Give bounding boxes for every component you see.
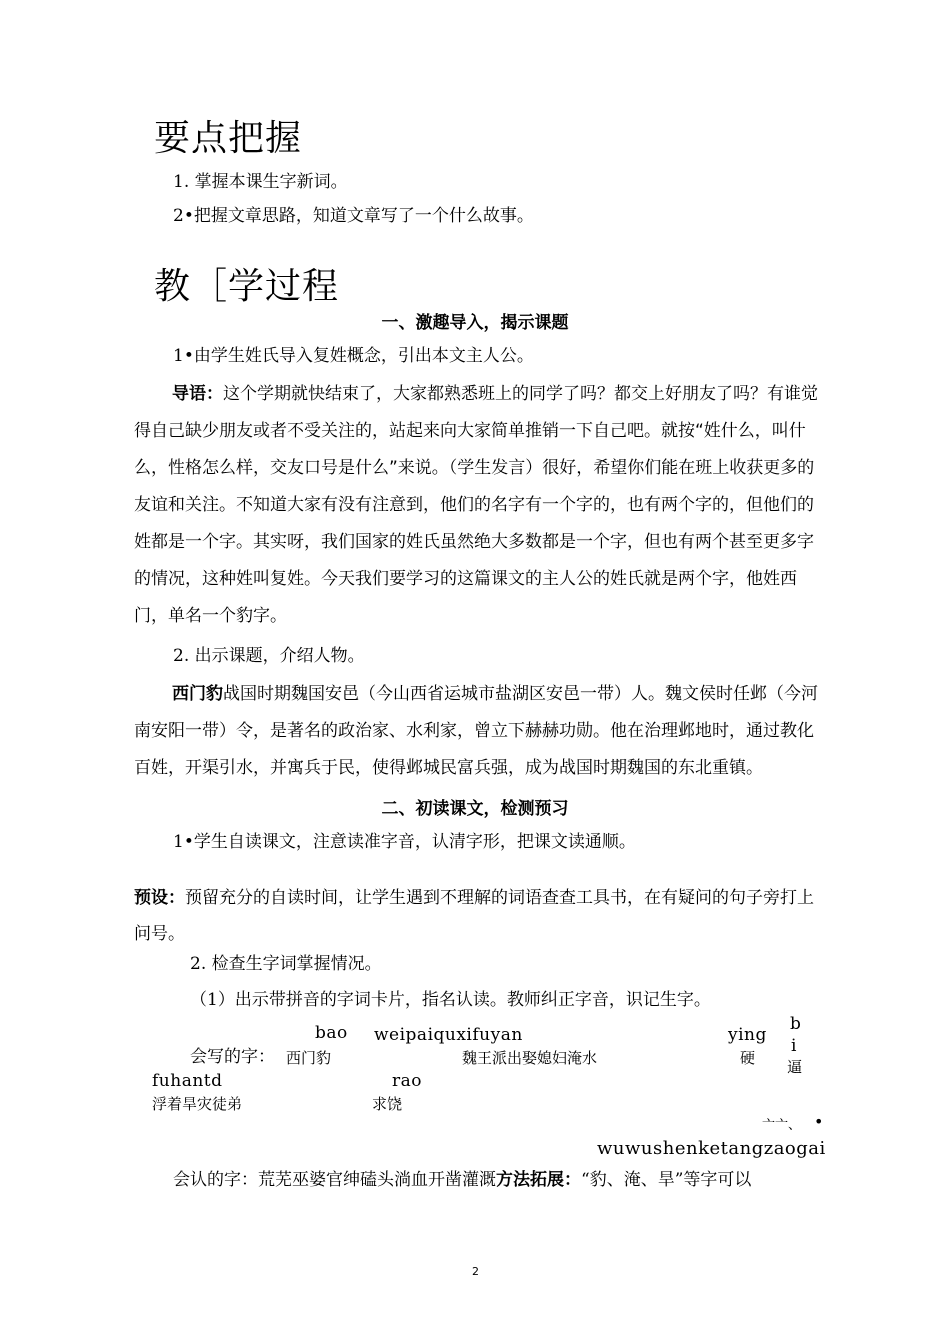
page-number: 2 bbox=[472, 1265, 479, 1278]
pinyin-bi-3-clip bbox=[787, 1058, 807, 1076]
read-label: 会认的字： bbox=[173, 1170, 258, 1190]
key-point-item-1: 1. 掌握本课生字新词。 bbox=[173, 172, 348, 192]
write-chars-5: 求饶 bbox=[372, 1095, 403, 1113]
process-heading: 教［学过程 bbox=[154, 266, 340, 307]
write-chars-1: 西门豹 bbox=[286, 1049, 332, 1067]
write-label: 会写的字： bbox=[190, 1047, 275, 1067]
pinyin-bi-1: b bbox=[790, 1014, 802, 1034]
read-row bbox=[173, 1168, 751, 1192]
s2-item-2: 2. 检查生字词掌握情况。 bbox=[190, 954, 382, 974]
preset-paragraph bbox=[134, 880, 824, 952]
ximenbao-paragraph bbox=[134, 676, 824, 787]
pinyin-long: wuwushenketangzaogai bbox=[597, 1138, 826, 1159]
intro-text: 这个学期就快结束了，大家都熟悉班上的同学了吗？都交上好朋友了吗？有谁觉得自己缺少朋友或者不受关注的，站起来向大家简单推销一下自己吧。就按“姓什么，叫什么，性格怎么样，交友口号是什么”来说。（学生发言）很好，希望你们能在班上收获更多的友谊和关注。不知道大家有没有注意到，他们的名字有一个字的，也有两个字的，但他们的姓都是一个字。其实呀，我们国家的姓氏虽然绝大多数都是一个字，但也有两个甚至更多字的情况，这种姓叫复姓。今天我们要学习的这篇课文的主人公的姓氏就是两个字，他姓西门，单名一个豹字。 bbox=[134, 384, 818, 626]
section-title-1: 一、激趣导入，揭示课题 bbox=[381, 313, 569, 333]
fragment-dot: • bbox=[814, 1112, 824, 1131]
s2-sub-1: （1）出示带拼音的字词卡片，指名认读。教师纠正字音，识记生字。 bbox=[190, 990, 711, 1010]
preset-label: 预设： bbox=[134, 888, 185, 908]
key-points-heading: 要点把握 bbox=[154, 118, 303, 159]
s2-item-1: 1•学生自读课文，注意读准字音，认清字形，把课文读通顺。 bbox=[173, 832, 636, 852]
s1-item-1: 1•由学生姓氏导入复姓概念，引出本文主人公。 bbox=[173, 346, 534, 366]
ximenbao-label: 西门豹 bbox=[172, 684, 223, 704]
method-label: 方法拓展： bbox=[496, 1170, 581, 1190]
intro-label: 导语： bbox=[172, 384, 223, 404]
write-chars-2: 魏王派出娶媳妇淹水 bbox=[462, 1049, 598, 1067]
pinyin-rao: rao bbox=[392, 1071, 422, 1091]
pinyin-bao: bao bbox=[315, 1023, 348, 1043]
pinyin-fuhan: fuhantd bbox=[152, 1071, 223, 1091]
ximenbao-text: 战国时期魏国安邑（今山西省运城市盐湖区安邑一带）人。魏文侯时任邺（今河南安阳一带）令，是著名的政治家、水利家，曾立下赫赫功勋。他在治理邺地时，通过教化百姓，开渠引水，并寓兵于民，使得邺城民富兵强，成为战国时期魏国的东北重镇。 bbox=[134, 684, 818, 778]
intro-paragraph bbox=[134, 376, 824, 635]
method-text: “豹、淹、旱”等字可以 bbox=[581, 1170, 752, 1190]
pinyin-bi-2: i bbox=[791, 1036, 797, 1056]
pinyin-ying: ying bbox=[728, 1025, 767, 1045]
section-title-2: 二、初读课文，检测预习 bbox=[381, 799, 569, 819]
pinyin-wei: weipaiquxifuyan bbox=[374, 1025, 523, 1045]
pinyin-bi-3: 逼 bbox=[787, 1058, 803, 1076]
write-chars-3: 硬 bbox=[740, 1049, 756, 1067]
preset-text: 预留充分的自读时间，让学生遇到不理解的词语查查工具书，在有疑问的句子旁打上问号。 bbox=[134, 888, 814, 944]
key-point-item-2: 2•把握文章思路，知道文章写了一个什么故事。 bbox=[173, 206, 534, 226]
write-chars-4: 浮着旱灾徒弟 bbox=[152, 1095, 243, 1113]
read-chars: 荒芜巫婆官绅磕头淌血开凿灌溉 bbox=[258, 1170, 496, 1190]
fragment-marks: 亠亠、 bbox=[762, 1118, 802, 1133]
s1-item-2: 2. 出示课题，介绍人物。 bbox=[173, 646, 365, 666]
